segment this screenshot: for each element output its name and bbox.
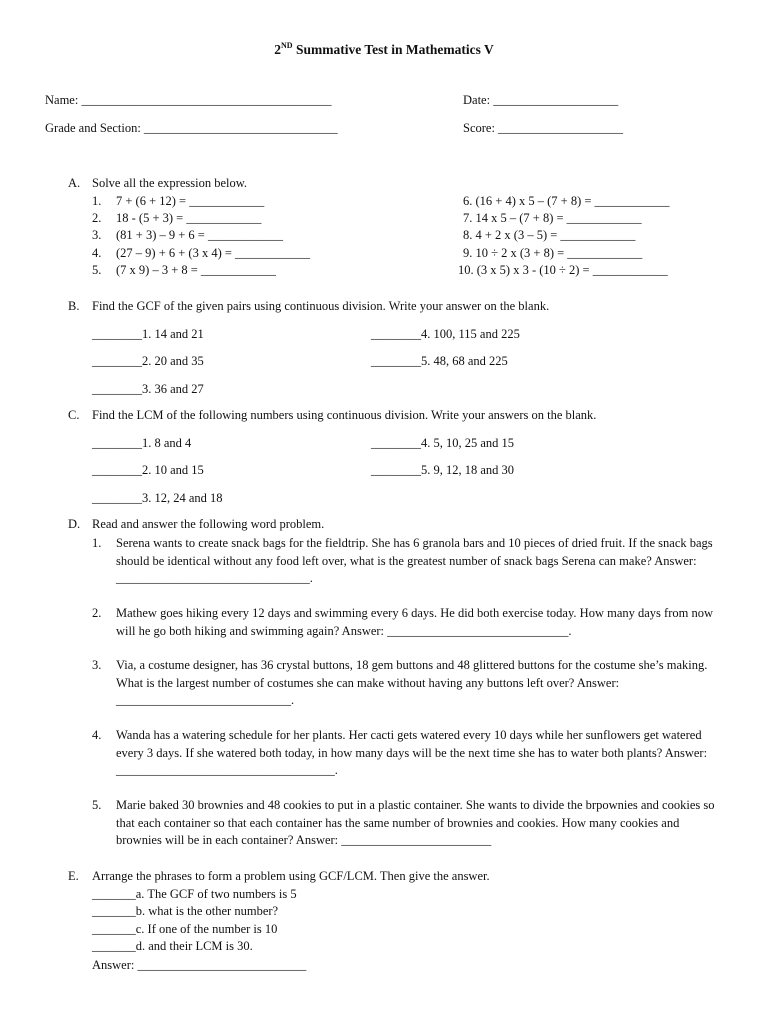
word-problem[interactable]: Wanda has a watering schedule for her plants. Her cacti gets watered every 10 days while her sunflowers get watered every 3 days. If she watered both today, in how many days will be the next time she has to water both plants? Answer: ___________________________________.: [116, 728, 708, 777]
word-problem[interactable]: Via, a costume designer, has 36 crystal buttons, 18 gem buttons and 48 glittered buttons for the costume she’s making. What is the largest number of costumes she can make without having any buttons left over? Answer: ____________________________.: [116, 658, 708, 707]
section-e-answer[interactable]: Answer: ___________________________: [92, 958, 307, 972]
section-a-item[interactable]: 7. 14 x 5 – (7 + 8) = ____________: [463, 211, 642, 225]
page-title: [0, 38, 768, 58]
section-c-item[interactable]: ________2. 10 and 15: [92, 463, 204, 477]
section-b-item[interactable]: ________3. 36 and 27: [92, 382, 204, 396]
title-ordinal: 2: [274, 42, 282, 57]
section-d-letter: D.: [68, 517, 81, 531]
section-e-item[interactable]: _______a. The GCF of two numbers is 5: [92, 887, 297, 901]
section-c-item[interactable]: ________5. 9, 12, 18 and 30: [371, 463, 515, 477]
section-a-item[interactable]: (27 – 9) + 6 + (3 x 4) = ____________: [116, 246, 311, 260]
section-b-letter: B.: [68, 299, 80, 313]
section-e-item[interactable]: _______c. If one of the number is 10: [92, 922, 278, 936]
section-e-letter: E.: [68, 869, 79, 883]
section-a-item[interactable]: 7 + (6 + 12) = ____________: [116, 194, 265, 208]
section-a-item[interactable]: 9. 10 ÷ 2 x (3 + 8) = ____________: [463, 246, 643, 260]
section-b-instruction: Find the GCF of the given pairs using continuous division. Write your answer on the blank.: [92, 299, 550, 313]
section-d-instruction: Read and answer the following word problem.: [92, 517, 325, 531]
word-problem[interactable]: Serena wants to create snack bags for the fieldtrip. She has 6 granola bars and 10 pieces of dried fruit. If the snack bags should be identical without any food left over, what is the greatest number of snack bags Serena can make? Answer: _______________________________.: [116, 536, 713, 585]
section-a-item[interactable]: 6. (16 + 4) x 5 – (7 + 8) = ____________: [463, 194, 670, 208]
section-c-letter: C.: [68, 408, 80, 422]
word-problem-num: 2.: [92, 606, 102, 620]
section-a-item-num: 4.: [92, 246, 102, 260]
title-text: Summative Test in Mathematics V: [292, 42, 494, 57]
date-field[interactable]: Date: ____________________: [463, 93, 619, 107]
section-c-instruction: Find the LCM of the following numbers using continuous division. Write your answers on the blank.: [92, 408, 597, 422]
word-problem-num: 3.: [92, 658, 102, 672]
title-suffix: ND: [281, 41, 293, 50]
word-problem[interactable]: Marie baked 30 brownies and 48 cookies to put in a plastic container. She wants to divide the brpownies and cookies so that each container so that each container has the same number of brownies and cookies. How many cookies and brownies will be in each container? Answer: ________________________: [116, 798, 715, 847]
section-a-letter: A.: [68, 176, 81, 190]
section-b-item[interactable]: ________1. 14 and 21: [92, 327, 204, 341]
word-problem-num: 5.: [92, 798, 102, 812]
section-a-instruction: Solve all the expression below.: [92, 176, 248, 190]
section-a-item[interactable]: (7 x 9) – 3 + 8 = ____________: [116, 263, 276, 277]
section-c-item[interactable]: ________4. 5, 10, 25 and 15: [371, 436, 515, 450]
section-a-item-num: 1.: [92, 194, 102, 208]
section-c-item[interactable]: ________1. 8 and 4: [92, 436, 192, 450]
section-b-item[interactable]: ________5. 48, 68 and 225: [371, 354, 508, 368]
section-a-item[interactable]: (81 + 3) – 9 + 6 = ____________: [116, 228, 283, 242]
section-e-item[interactable]: _______b. what is the other number?: [92, 904, 279, 918]
score-field[interactable]: Score: ____________________: [463, 121, 624, 135]
section-b-item[interactable]: ________2. 20 and 35: [92, 354, 204, 368]
section-a-item[interactable]: 10. (3 x 5) x 3 - (10 ÷ 2) = ____________: [458, 263, 668, 277]
section-e-instruction: Arrange the phrases to form a problem using GCF/LCM. Then give the answer.: [92, 869, 490, 883]
section-a-item-num: 5.: [92, 263, 102, 277]
section-b-item[interactable]: ________4. 100, 115 and 225: [371, 327, 520, 341]
section-a-item-num: 3.: [92, 228, 102, 242]
section-a-item[interactable]: 8. 4 + 2 x (3 – 5) = ____________: [463, 228, 636, 242]
section-a-item[interactable]: 18 - (5 + 3) = ____________: [116, 211, 262, 225]
section-e-item[interactable]: _______d. and their LCM is 30.: [92, 939, 253, 953]
grade-section-field[interactable]: Grade and Section: _______________________________: [45, 121, 338, 135]
word-problem-num: 1.: [92, 536, 102, 550]
name-field[interactable]: Name: ________________________________________: [45, 93, 332, 107]
section-c-item[interactable]: ________3. 12, 24 and 18: [92, 491, 223, 505]
word-problem[interactable]: Mathew goes hiking every 12 days and swimming every 6 days. He did both exercise today. How many days from now will he go both hiking and swimming again? Answer: _____________________________.: [116, 606, 713, 638]
section-a-item-num: 2.: [92, 211, 102, 225]
word-problem-num: 4.: [92, 728, 102, 742]
